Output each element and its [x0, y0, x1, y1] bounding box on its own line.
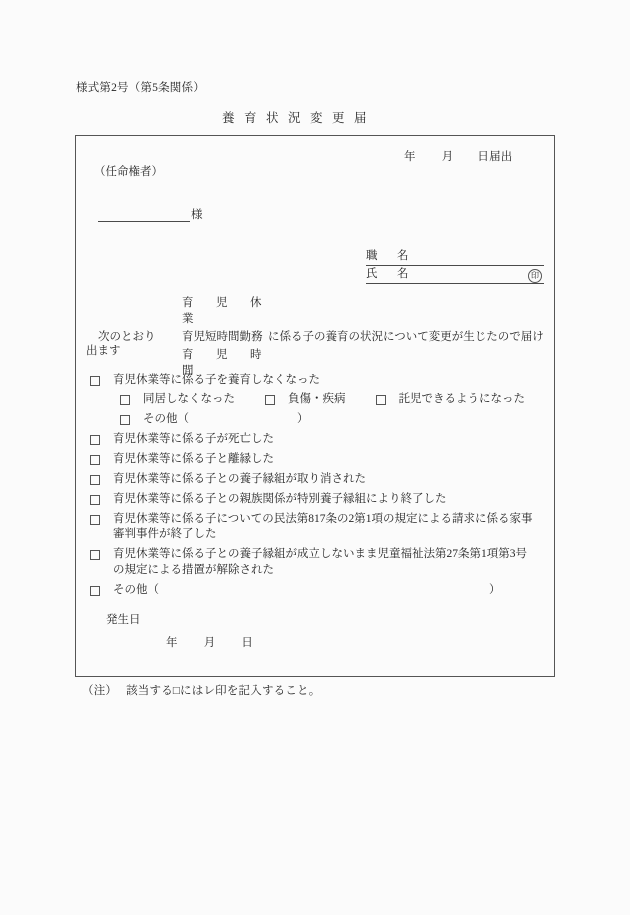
statement-lead: 次のとおり	[98, 331, 156, 343]
checkbox-icon[interactable]	[376, 395, 386, 405]
occurrence-day-label: 日	[241, 637, 254, 649]
checklist-item-2-label: 育児休業等に係る子が死亡した	[113, 432, 274, 445]
occurrence-block	[106, 611, 253, 650]
checkbox-icon[interactable]	[120, 415, 130, 425]
statement-tail: に係る子の養育の状況について変更が生じたので届け	[268, 331, 544, 343]
checkbox-icon[interactable]	[90, 586, 100, 596]
form-code: 様式第2号（第5条関係）	[76, 82, 205, 94]
name-label: 氏 名	[366, 268, 413, 280]
occurrence-month-label: 月	[203, 637, 216, 649]
addressee-input-rule[interactable]	[98, 208, 190, 222]
checklist-item-7-text	[113, 547, 527, 578]
appointer-label: （任命権者）	[94, 166, 163, 178]
checklist-item-7-line-2: の規定による措置が解除された	[113, 563, 274, 576]
addressee-field[interactable]	[98, 206, 203, 222]
leave-option-2: 育児短時間勤務	[182, 331, 263, 343]
checkbox-icon[interactable]	[90, 515, 100, 525]
document-title: 養育状況変更届	[222, 111, 377, 125]
signature-block	[366, 248, 544, 284]
checklist-sub-row	[120, 392, 548, 408]
checklist-item-4-label: 育児休業等に係る子との養子縁組が取り消された	[113, 472, 366, 485]
checkbox-icon[interactable]	[90, 495, 100, 505]
checklist-item-5-label: 育児休業等に係る子との親族関係が特別養子縁組により終了した	[113, 492, 447, 505]
name-field[interactable]	[366, 266, 544, 284]
checkbox-icon[interactable]	[90, 475, 100, 485]
occurrence-date-row[interactable]	[166, 634, 253, 650]
checklist-item-7-line-1: 育児休業等に係る子との養子縁組が成立しないまま児童福祉法第27条第1項第3号	[113, 548, 527, 560]
submission-date-row	[404, 148, 513, 164]
checkbox-icon[interactable]	[90, 435, 100, 445]
checklist-sub-item-other[interactable]	[120, 412, 548, 428]
submission-month-label: 月	[441, 151, 454, 163]
footer-note	[82, 682, 320, 698]
occurrence-year-label: 年	[166, 637, 178, 649]
checkbox-icon[interactable]	[90, 376, 100, 386]
checklist-sub-item-3[interactable]	[376, 392, 526, 408]
checklist-item-1-label: 育児休業等に係る子を養育しなくなった	[113, 374, 320, 386]
checklist-sub-item-1-label: 同居しなくなった	[143, 392, 235, 405]
leave-option-1: 育 児 休 業	[182, 297, 284, 325]
statement-line-1	[90, 294, 545, 326]
checklist-item-8-open: その他（	[113, 583, 159, 596]
checklist-sub-item-2[interactable]	[265, 392, 346, 408]
checklist-item-7[interactable]	[90, 547, 548, 578]
leave-option-3: 育 児 時 間	[182, 349, 284, 377]
checkbox-icon[interactable]	[90, 550, 100, 560]
checklist-item-3[interactable]	[90, 452, 548, 468]
submission-day-label: 日届出	[477, 151, 513, 163]
checklist-item-6[interactable]	[90, 512, 548, 543]
statement-block	[86, 294, 545, 378]
statement-closing: 出ます	[86, 345, 121, 357]
job-title-label: 職 名	[366, 250, 413, 262]
checkbox-icon[interactable]	[90, 455, 100, 465]
checklist	[90, 373, 548, 603]
checklist-item-8-close: ）	[489, 583, 501, 596]
checklist-item-6-line-2: 審判事件が終了した	[113, 528, 217, 540]
statement-line-2	[90, 328, 545, 344]
checklist-item-6-line-1: 育児休業等に係る子についての民法第817条の2第1項の規定による請求に係る家事	[113, 512, 533, 525]
note-text: 該当する□にはレ印を記入すること。	[126, 685, 321, 697]
checklist-item-4[interactable]	[90, 472, 548, 488]
note-marker: （注）	[82, 685, 118, 697]
checklist-item-2[interactable]	[90, 432, 548, 448]
job-title-field[interactable]	[366, 248, 544, 266]
checklist-item-8-text	[113, 583, 501, 599]
occurrence-label: 発生日	[106, 614, 141, 626]
checkbox-icon[interactable]	[120, 395, 130, 405]
form-frame	[75, 135, 555, 677]
checklist-item-1[interactable]	[90, 373, 548, 389]
checklist-item-5[interactable]	[90, 492, 548, 508]
checklist-sub-other-close: ）	[297, 412, 309, 425]
seal-icon: 印	[528, 269, 542, 283]
checklist-sub-other-text	[143, 412, 309, 428]
checklist-item-8[interactable]	[90, 583, 548, 599]
addressee-suffix: 様	[191, 209, 203, 221]
checklist-sub-item-2-label: 負傷・疾病	[288, 392, 346, 405]
checklist-item-6-text	[113, 512, 533, 543]
checkbox-icon[interactable]	[265, 395, 275, 405]
checklist-sub-item-1[interactable]	[120, 392, 235, 408]
checklist-item-3-label: 育児休業等に係る子と離縁した	[113, 452, 274, 465]
submission-year-label: 年	[404, 151, 416, 163]
checklist-sub-other-open: その他（	[143, 412, 189, 425]
checklist-sub-item-3-label: 託児できるようになった	[398, 392, 525, 405]
